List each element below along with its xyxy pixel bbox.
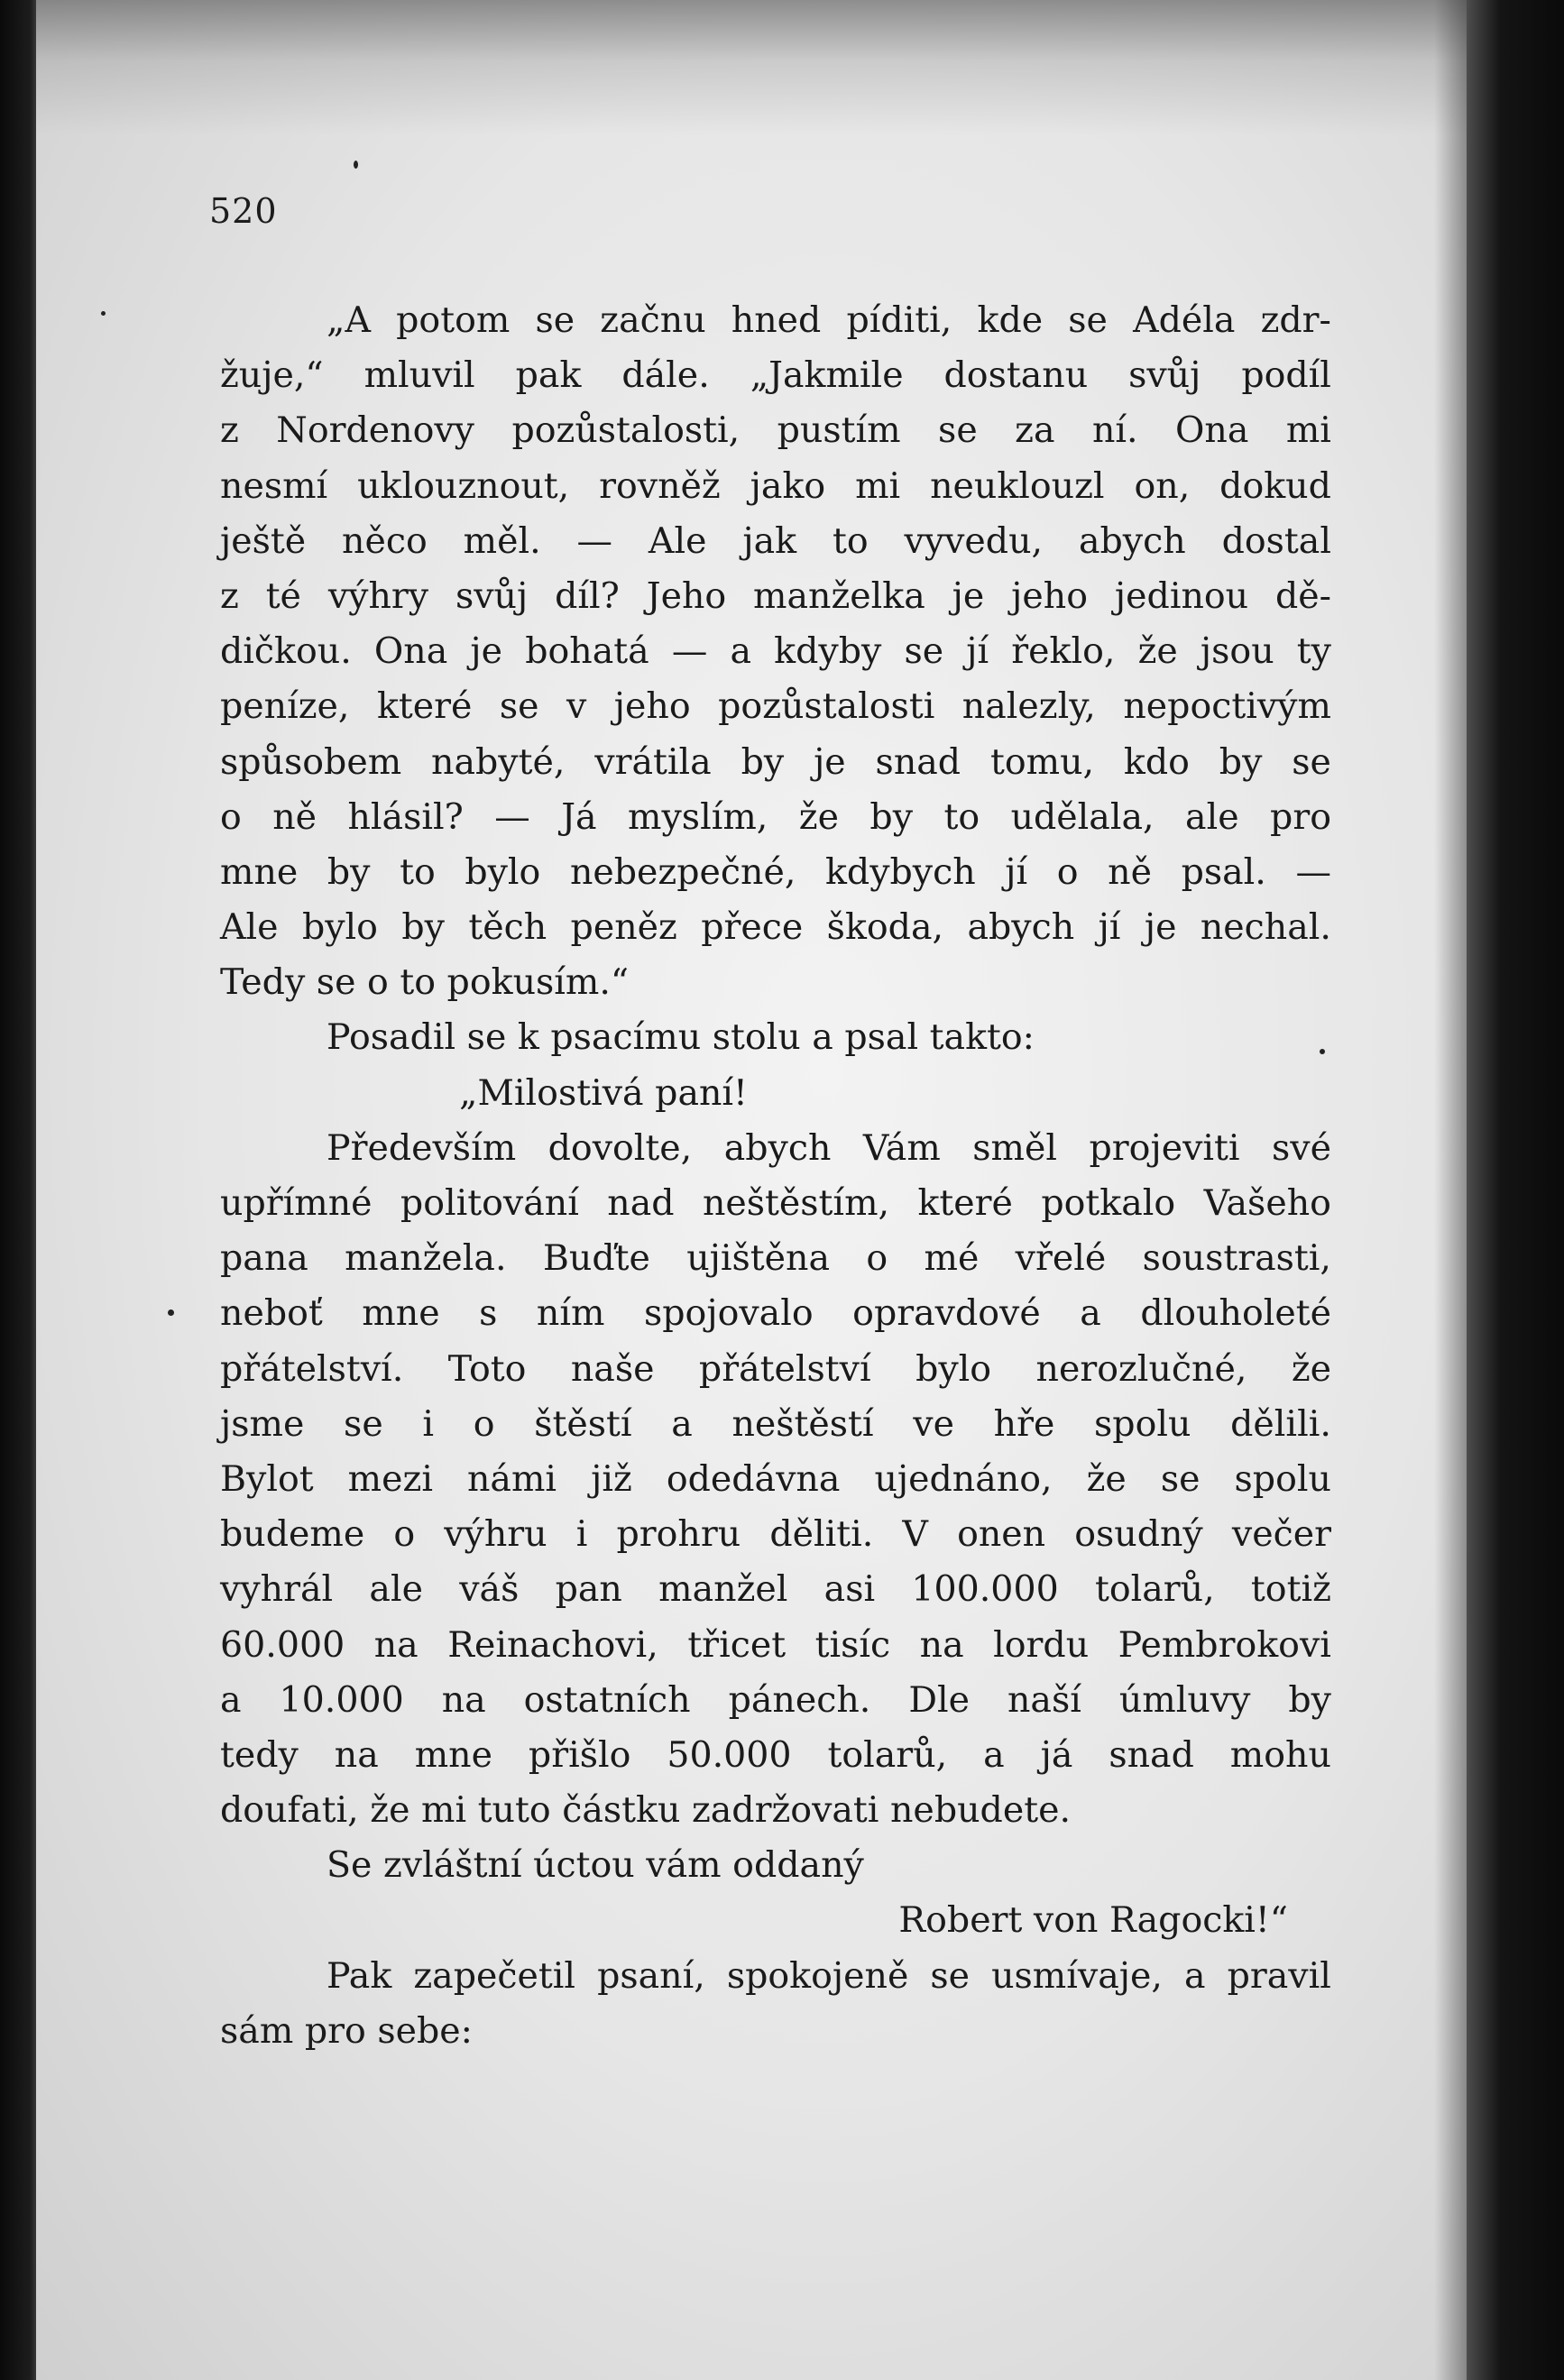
page-text (220, 293, 1331, 2059)
text-line: vyhrál ale váš pan manžel asi 100.000 tolarů, totiž (220, 1568, 1331, 1611)
text-line: jsme se i o štěstí a neštěstí ve hře spolu dělili. (220, 1402, 1331, 1445)
text-line: přátelství. Toto naše přátelství bylo nerozlučné, že (220, 1347, 1331, 1390)
text-line: pana manžela. Buďte ujištěna o mé vřelé soustrasti, (220, 1237, 1331, 1280)
text-line: 60.000 na Reinachovi, třicet tisíc na lordu Pembrokovi (220, 1623, 1331, 1666)
page-top-shadow (36, 0, 1470, 135)
text-line: Především dovolte, abych Vám směl projeviti své (327, 1126, 1331, 1169)
ink-speck (354, 161, 358, 169)
text-line: mne by to bylo nebezpečné, kdybych jí o ně psal. — (220, 850, 1331, 893)
scan-frame-right (1467, 0, 1564, 2380)
text-line: z té výhry svůj díl? Jeho manželka je jeho jedinou dě- (220, 574, 1331, 617)
text-line: Se zvláštní úctou vám oddaný (327, 1844, 864, 1887)
text-line: neboť mne s ním spojovalo opravdové a dlouholeté (220, 1292, 1331, 1335)
text-line: sám pro sebe: (220, 2009, 473, 2052)
text-line: Pak zapečetil psaní, spokojeně se usmívaje, a pravil (327, 1954, 1331, 1997)
text-line: žuje,“ mluvil pak dále. „Jakmile dostanu svůj podíl (220, 354, 1331, 397)
text-line: a 10.000 na ostatních pánech. Dle naší úmluvy by (220, 1678, 1331, 1721)
text-line: upřímné politování nad neštěstím, které potkalo Vašeho (220, 1182, 1331, 1224)
text-line: z Nordenovy pozůstalosti, pustím se za ní. Ona mi (220, 409, 1331, 452)
page-gutter-shadow (1434, 0, 1470, 2380)
text-line: Robert von Ragocki!“ (898, 1899, 1288, 1942)
text-line: „A potom se začnu hned píditi, kde se Adéla zdr- (327, 299, 1331, 341)
text-line: spůsobem nabyté, vrátila by je snad tomu, kdo by se (220, 740, 1331, 783)
text-line: Tedy se o to pokusím.“ (220, 961, 630, 1004)
ink-speck (101, 311, 106, 316)
text-line: Posadil se k psacímu stolu a psal takto: (327, 1016, 1035, 1059)
text-line: o ně hlásil? — Já myslím, že by to udělala, ale pro (220, 795, 1331, 838)
text-line: Bylot mezi námi již odedávna ujednáno, že se spolu (220, 1457, 1331, 1500)
text-line: budeme o výhru i prohru děliti. V onen osudný večer (220, 1513, 1331, 1556)
text-line: peníze, které se v jeho pozůstalosti nalezly, nepoctivým (220, 685, 1331, 728)
ink-speck (168, 1309, 174, 1316)
text-line: nesmí uklouznout, rovněž jako mi neuklouzl on, dokud (220, 464, 1331, 507)
text-line: Ale bylo by těch peněz přece škoda, abych jí je nechal. (220, 906, 1331, 949)
page-number: 520 (209, 191, 278, 231)
text-line: „Milostivá paní! (459, 1071, 748, 1114)
text-line: ještě něco měl. — Ale jak to vyvedu, abych dostal (220, 519, 1331, 562)
text-line: tedy na mne přišlo 50.000 tolarů, a já snad mohu (220, 1733, 1331, 1776)
text-line: doufati, že mi tuto částku zadržovati nebudete. (220, 1789, 1072, 1832)
text-line: dičkou. Ona je bohatá — a kdyby se jí řeklo, že jsou ty (220, 630, 1331, 673)
